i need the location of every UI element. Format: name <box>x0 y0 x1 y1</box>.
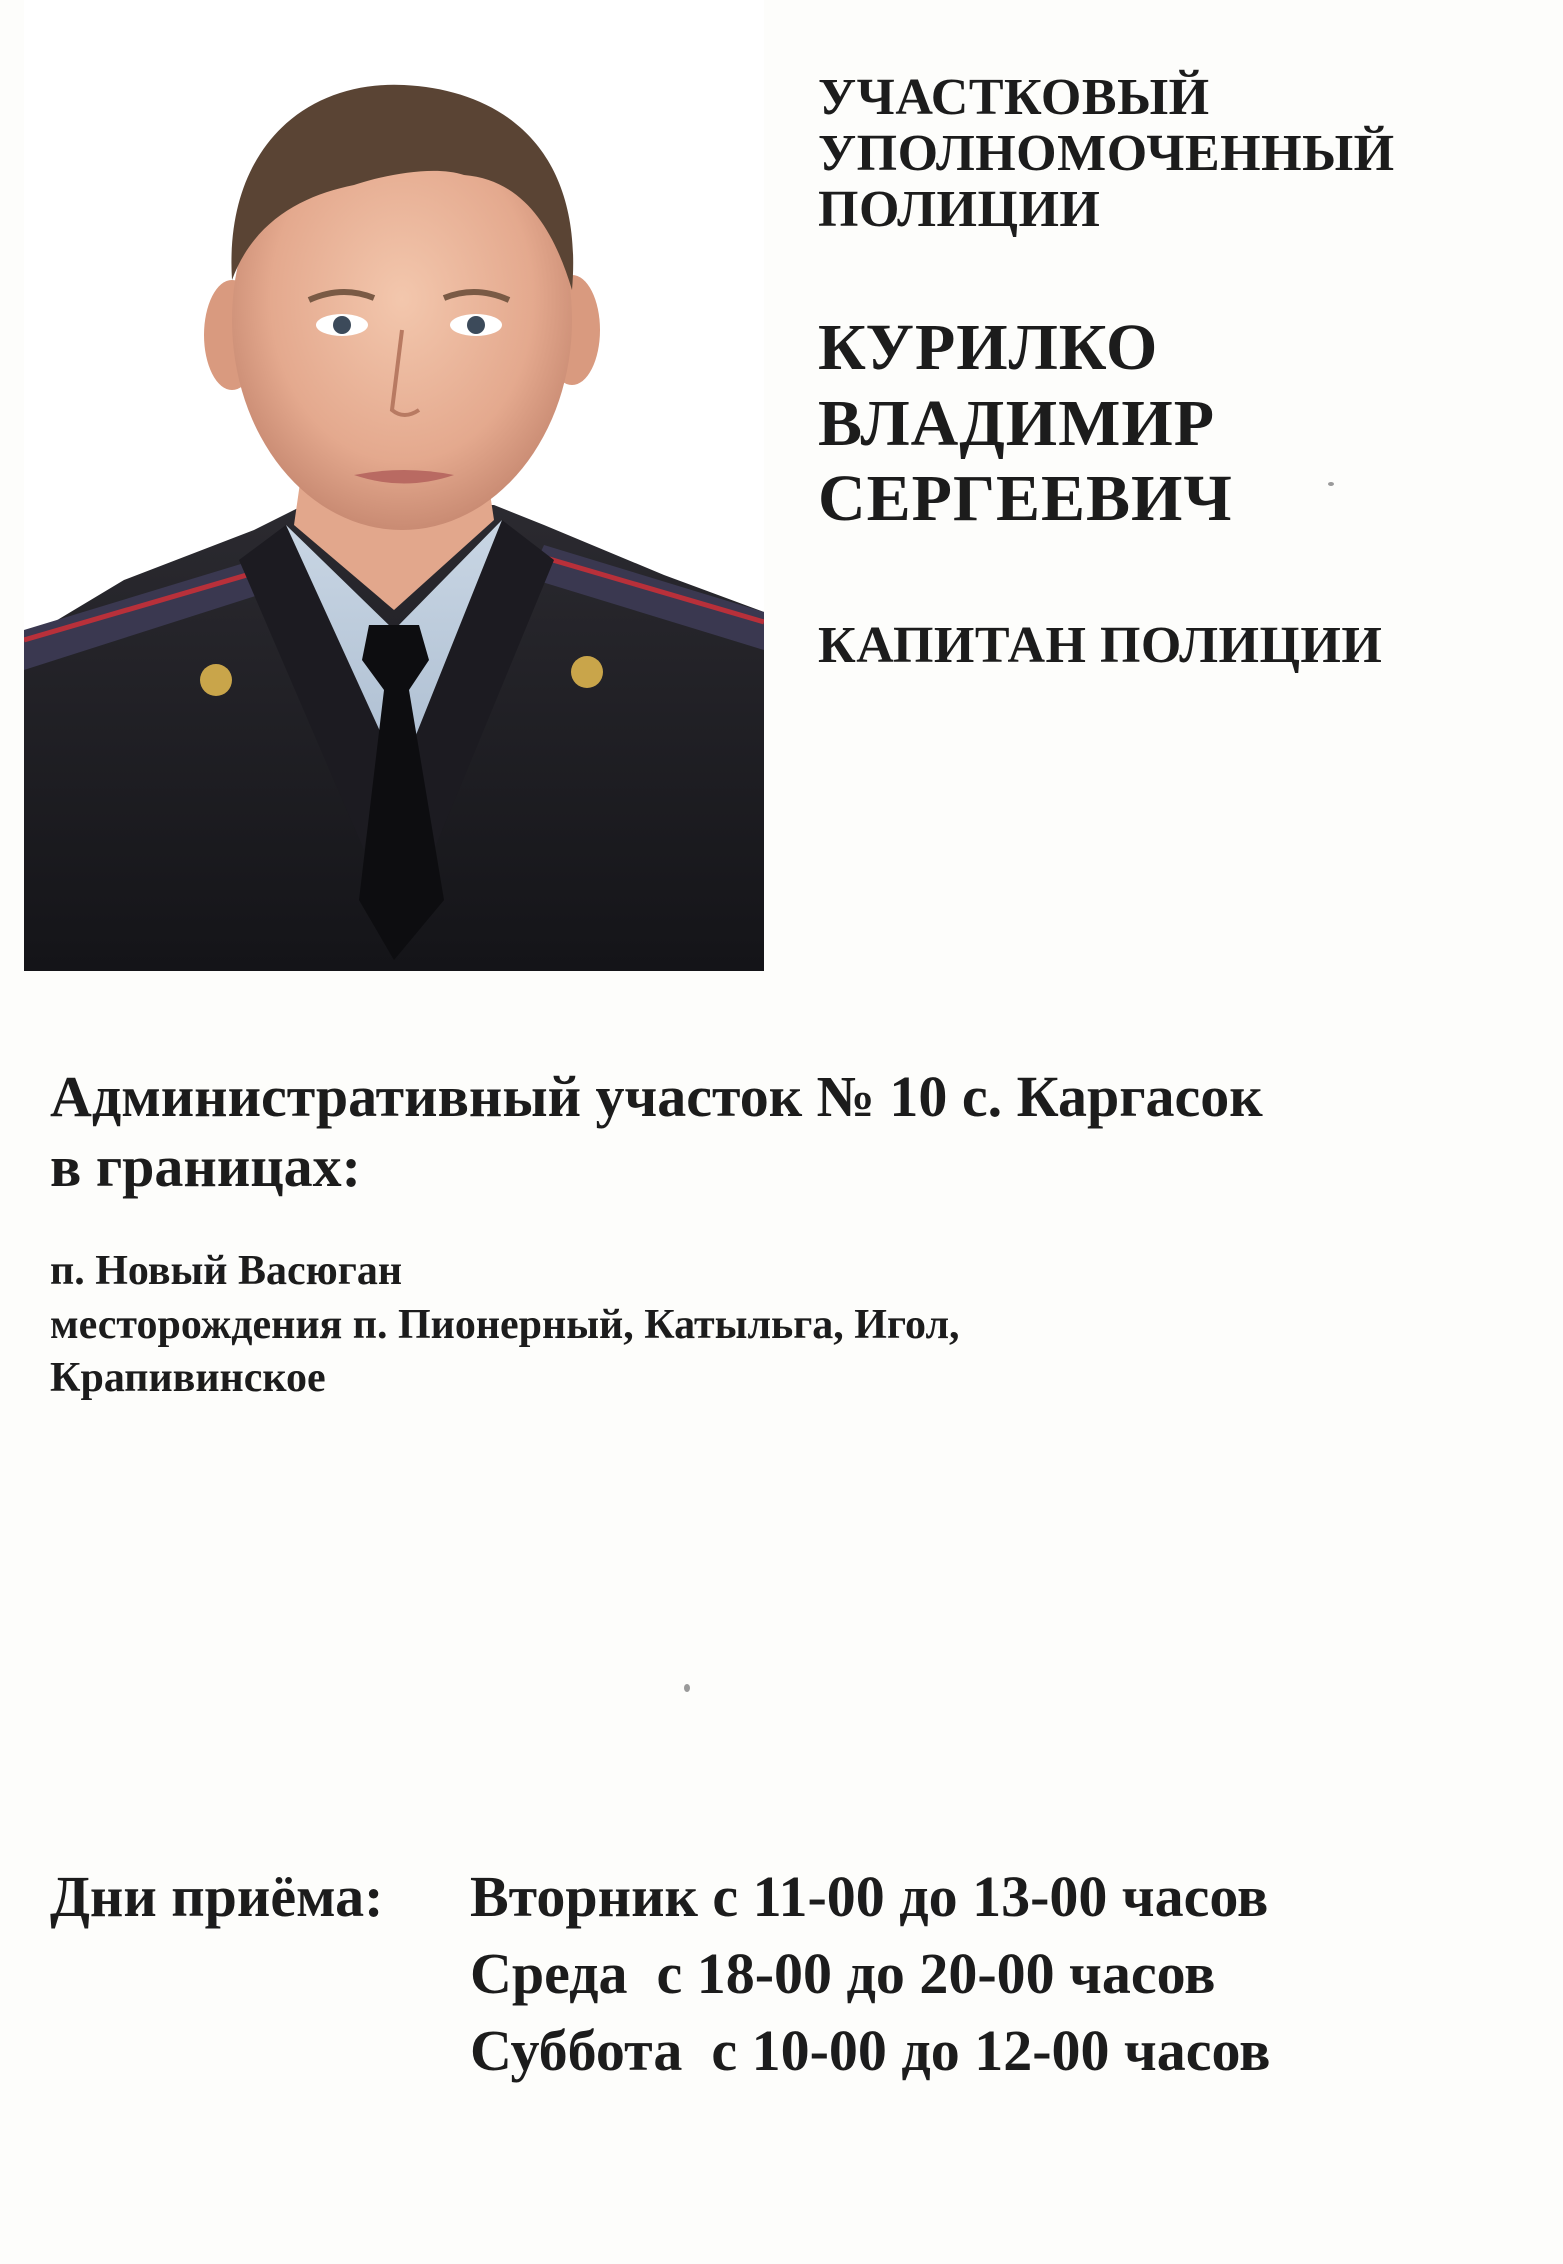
schedule-row: Суббота с 10-00 до 12-00 часов <box>470 2018 1271 2084</box>
officer-rank <box>818 618 1538 674</box>
officer-name <box>818 310 1538 536</box>
schedule-row: Вторник с 11-00 до 13-00 часов <box>470 1864 1269 1929</box>
district-title-line-1: Административный участок № 10 с. Каргасок <box>50 1064 1263 1129</box>
patronymic: СЕРГЕЕВИЧ <box>818 461 1233 535</box>
officer-portrait-photo <box>24 0 764 971</box>
district-section <box>50 1062 1530 1405</box>
scan-speck <box>684 1684 690 1692</box>
district-item: Крапивинское <box>50 1354 326 1401</box>
scan-speck <box>1328 482 1334 486</box>
schedule-row: Среда с 18-00 до 20-00 часов <box>470 1941 1216 2007</box>
officer-info <box>818 70 1538 674</box>
rank-text: КАПИТАН ПОЛИЦИИ <box>818 617 1383 675</box>
district-item: п. Новый Васюган <box>50 1248 403 1295</box>
position-line-2: УПОЛНОМОЧЕННЫЙ <box>818 125 1395 183</box>
surname: КУРИЛКО <box>818 311 1159 385</box>
position-line-1: УЧАСТКОВЫЙ <box>818 69 1210 126</box>
reception-label: Дни приёма: <box>50 1864 384 1929</box>
position-line-3: ПОЛИЦИИ <box>818 181 1101 239</box>
reception-schedule <box>470 1858 1270 2089</box>
district-title-line-2: в границах: <box>50 1133 361 1199</box>
first-name: ВЛАДИМИР <box>818 386 1216 460</box>
reception-hours <box>50 1858 1530 2089</box>
officer-position <box>818 70 1538 238</box>
district-boundaries <box>50 1245 1530 1405</box>
district-item: месторождения п. Пионерный, Катыльга, Игол, <box>50 1301 960 1348</box>
